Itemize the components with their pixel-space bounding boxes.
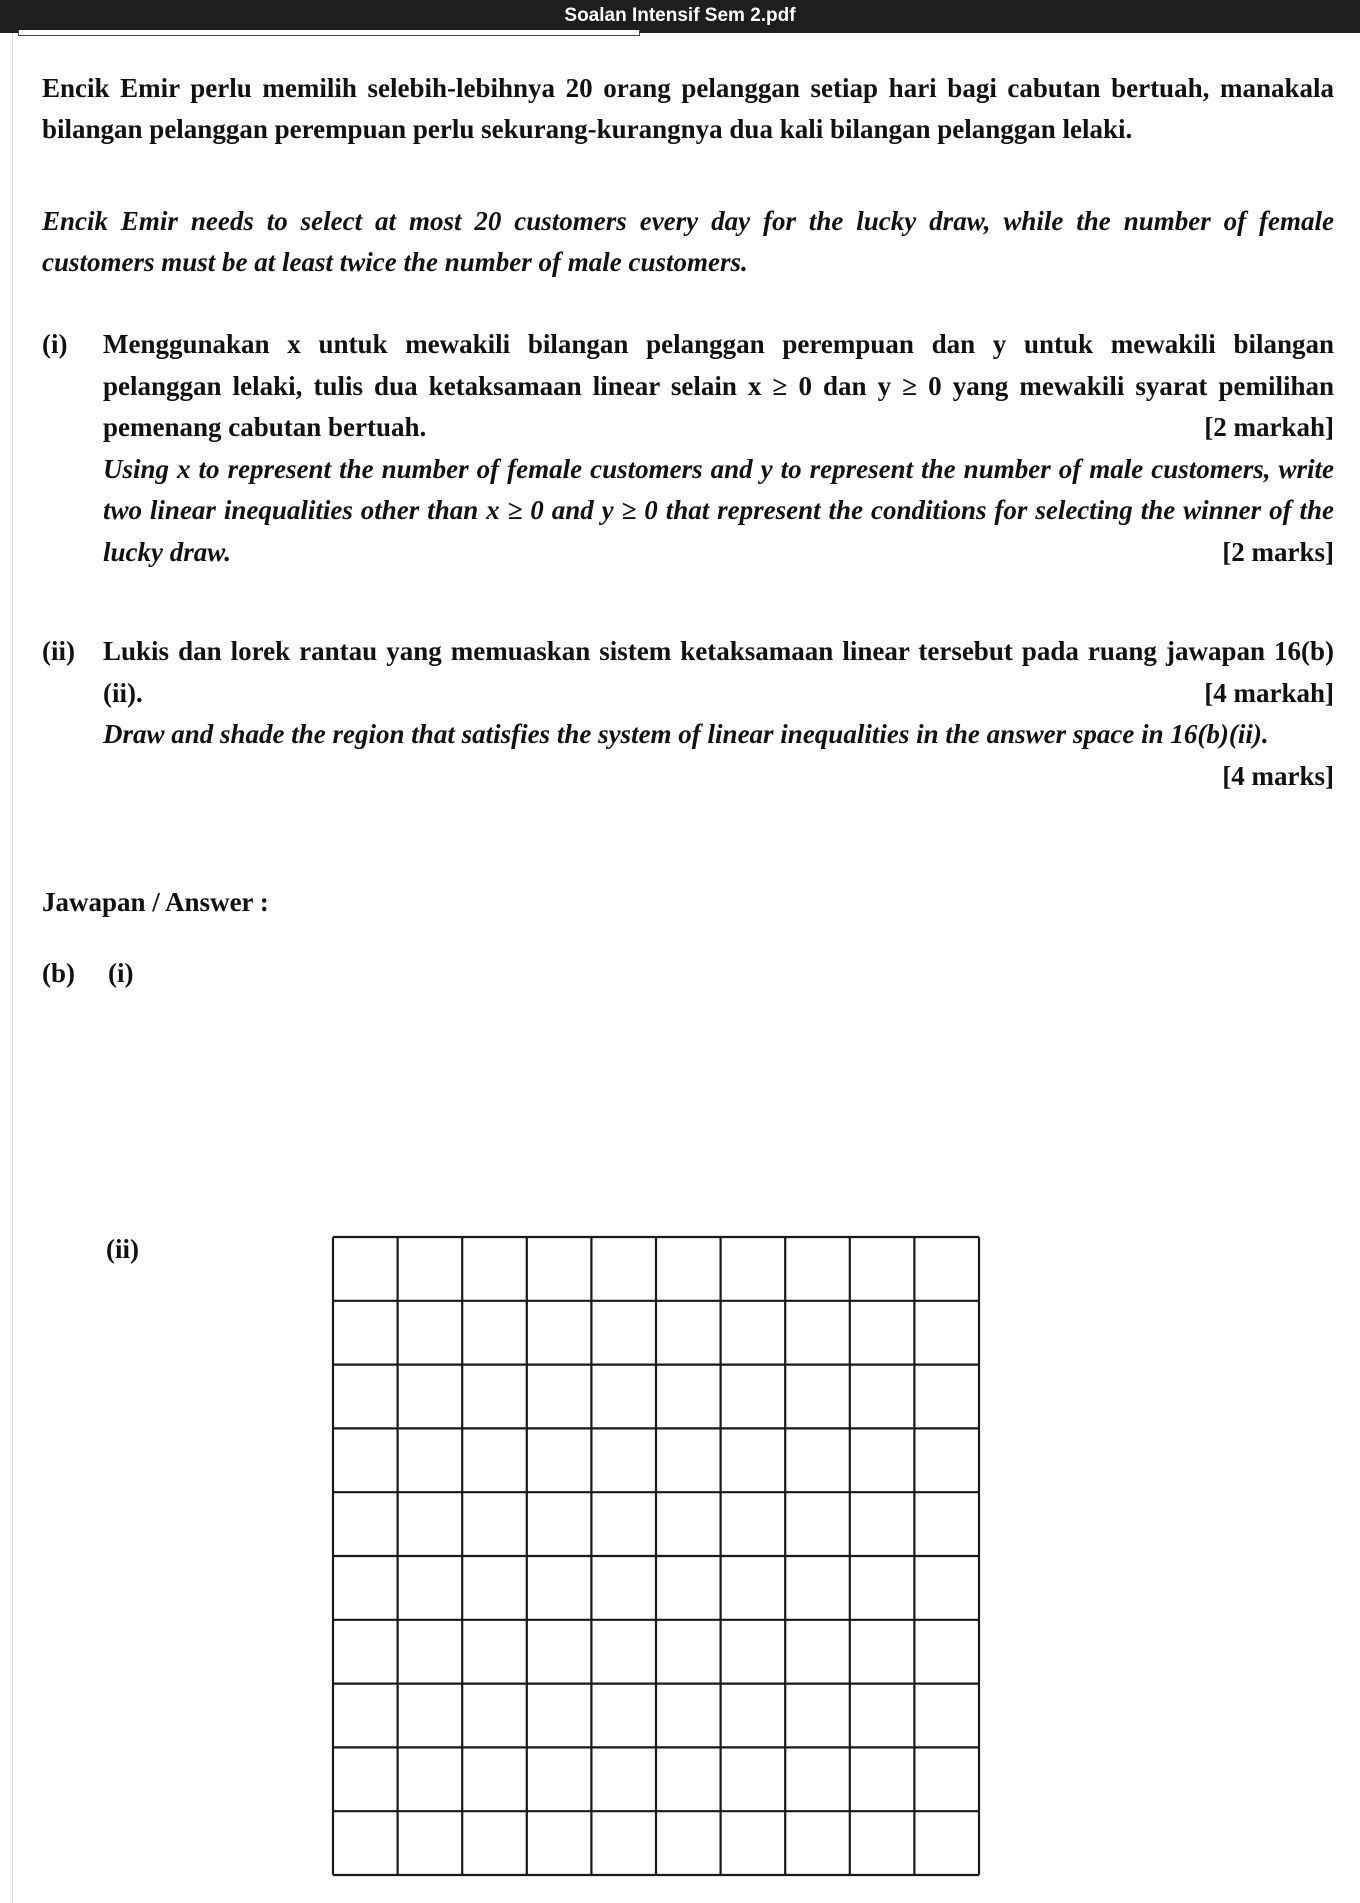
intro-english: Encik Emir needs to select at most 20 customers every day for the lucky draw, while the number of female customers must be at least twice the number of male customers.: [42, 206, 1334, 277]
intro-malay: Encik Emir perlu memilih selebih-lebihnya 20 orang pelanggan setiap hari bagi cabutan bertuah, manakala bilangan pelanggan perempuan perlu sekurang-kurangnya dua kali bilangan pelanggan lelaki.: [42, 73, 1334, 144]
part-ii-malay-marks: [4 markah]: [1204, 677, 1334, 708]
part-i-malay: [103, 324, 1334, 449]
part-i-english: [103, 449, 1334, 574]
answer-heading: Jawapan / Answer :: [42, 887, 269, 917]
question-part-ii: [42, 631, 1334, 797]
part-ii-english-text: Draw and shade the region that satisfies the system of linear inequalities in the answer space in 16(b)(ii).: [103, 719, 1269, 749]
question-part-i: [42, 324, 1334, 573]
answer-b-ii-label: (ii): [106, 1234, 139, 1264]
part-i-english-text: Using x to represent the number of female customers and y to represent the number of male customers, write two linear inequalities other than x ≥ 0 and y ≥ 0 that represent the conditions for selecting the winner of the lucky draw.: [103, 453, 1334, 567]
part-ii-malay-text: Lukis dan lorek rantau yang memuaskan sistem ketaksamaan linear tersebut pada ruang jawapan 16(b)(ii).: [103, 636, 1334, 708]
answer-b-label: (b): [42, 958, 75, 988]
part-ii-english-marks: [4 marks]: [1222, 760, 1334, 791]
page-left-edge: [12, 33, 13, 1903]
part-i-malay-text: Menggunakan x untuk mewakili bilangan pelanggan perempuan dan y untuk mewakili bilangan pelanggan lelaki, tulis dua ketaksamaan linear selain x ≥ 0 dan y ≥ 0 yang mewakili syarat pemilihan pemenang cabutan bertuah.: [103, 329, 1334, 442]
part-i-malay-marks: [2 markah]: [1204, 412, 1334, 442]
answer-b-i-label: (i): [108, 958, 134, 988]
part-i-english-marks: [2 marks]: [1222, 536, 1334, 567]
part-ii-malay: [103, 631, 1334, 714]
part-ii-english: [103, 714, 1334, 791]
title-bar: [0, 0, 1360, 33]
part-ii-label: (ii): [42, 636, 75, 666]
previous-page-edge: [18, 30, 640, 36]
part-i-label: (i): [42, 329, 68, 359]
document-title: Soalan Intensif Sem 2.pdf: [564, 5, 796, 26]
answer-grid: [331, 1235, 981, 1877]
